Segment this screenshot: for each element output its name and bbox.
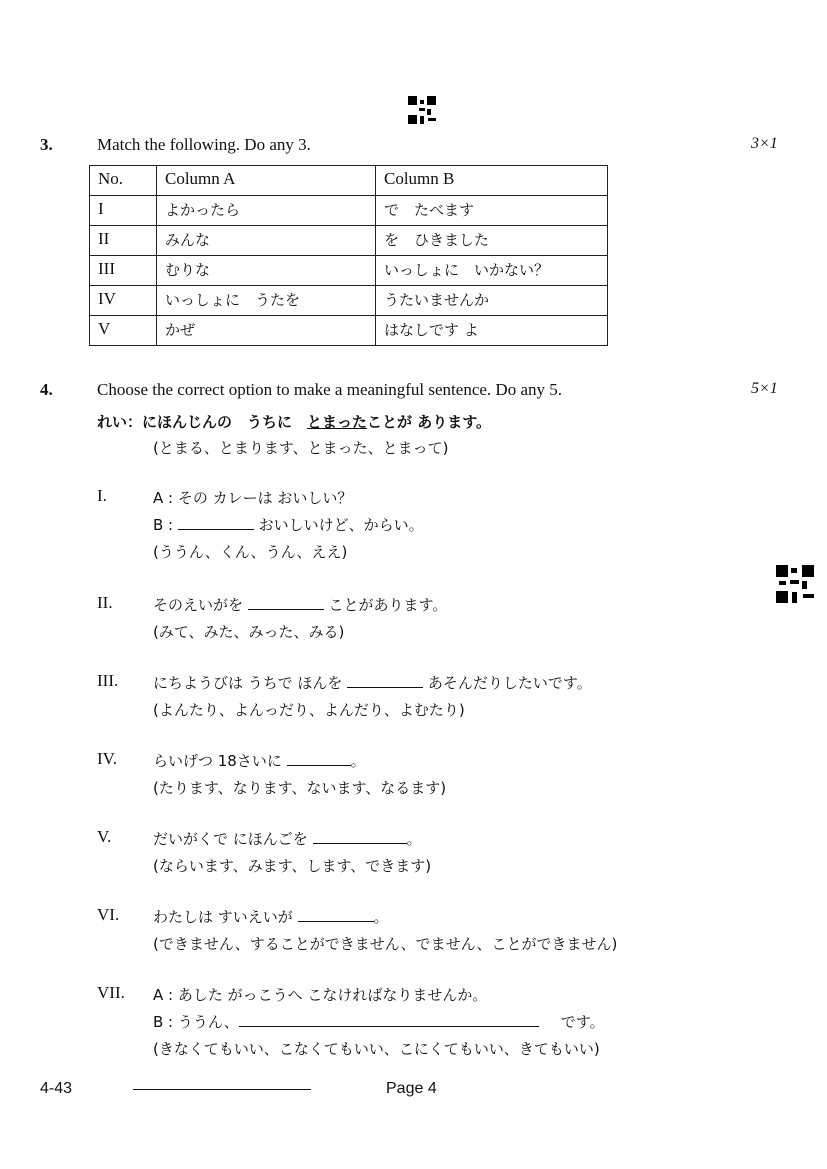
item-number: II.	[97, 593, 113, 612]
item-options: (ううん、くん、うん、ええ)	[153, 543, 348, 561]
table-cell: はなしです よ	[376, 316, 608, 346]
item-number: III.	[97, 671, 119, 690]
item-options: (よんたり、よんっだり、よんだり、よむたり)	[153, 701, 465, 719]
marks-label: 3×1	[751, 135, 778, 152]
item-number: V.	[97, 827, 112, 846]
line-prefix: そのえいがを	[153, 596, 248, 614]
example-prefix: れい：にほんじんの うちに	[97, 413, 308, 431]
table-cell: よかったら	[157, 196, 376, 226]
line-suffix: ことがあります。	[323, 596, 448, 614]
item-line: A : あした がっこうへ こなければなりませんか。	[153, 986, 488, 1004]
question-number: 4.	[40, 380, 53, 399]
example-sentence	[97, 411, 491, 432]
table-cell: むりな	[157, 256, 376, 286]
column-header: Column A	[157, 166, 376, 196]
question-text: Match the following. Do any 3.	[97, 135, 311, 154]
line-suffix: 。	[406, 830, 422, 848]
answer-blank	[298, 907, 374, 922]
item-line: A : その カレーは おいしい？	[153, 489, 353, 507]
table-cell: II	[90, 226, 157, 256]
column-header: Column B	[376, 166, 608, 196]
item-options: (たります、なります、ないます、なるます)	[153, 779, 447, 797]
table-row	[90, 316, 608, 346]
table-cell: うたいませんか	[376, 286, 608, 316]
item-line	[153, 828, 422, 849]
answer-blank	[313, 829, 407, 844]
column-header: No.	[90, 166, 157, 196]
page-number: Page 4	[386, 1080, 437, 1097]
table-row	[90, 256, 608, 286]
item-number: VII.	[97, 983, 125, 1002]
example-options: (とまる、とまります、とまった、とまって)	[153, 439, 449, 457]
table-row	[90, 196, 608, 226]
table-cell: で たべます	[376, 196, 608, 226]
table-row	[90, 226, 608, 256]
marks-label: 5×1	[751, 380, 778, 397]
answer-blank	[347, 673, 423, 688]
line-suffix: です。	[560, 1013, 605, 1031]
answer-blank	[248, 595, 324, 610]
line-prefix: だいがくで にほんごを	[153, 830, 313, 848]
item-line	[153, 672, 592, 693]
table-cell: V	[90, 316, 157, 346]
example-answer: とまった	[307, 413, 368, 431]
match-table	[89, 165, 608, 346]
qr-code-icon	[408, 96, 436, 124]
line-prefix: らいげつ 18さいに	[153, 752, 287, 770]
line-suffix: 。	[350, 752, 366, 770]
table-cell: を ひきました	[376, 226, 608, 256]
line-suffix: 。	[373, 908, 389, 926]
table-cell: I	[90, 196, 157, 226]
item-options: (ならいます、みます、します、できます)	[153, 857, 432, 875]
question-text: Choose the correct option to make a meaningful sentence. Do any 5.	[97, 380, 562, 399]
item-line	[153, 594, 447, 615]
table-cell: みんな	[157, 226, 376, 256]
item-number: I.	[97, 486, 107, 505]
table-cell: IV	[90, 286, 157, 316]
line-prefix: B :	[153, 516, 178, 534]
table-cell: III	[90, 256, 157, 286]
example-suffix: ことが あります。	[367, 413, 492, 431]
table-cell: いっしょに うたを	[157, 286, 376, 316]
answer-blank	[287, 751, 351, 766]
paper-code: 4-43	[40, 1080, 73, 1097]
item-line	[153, 514, 424, 535]
item-line	[153, 1011, 605, 1032]
question-number: 3.	[40, 135, 53, 154]
table-cell: かぜ	[157, 316, 376, 346]
table-cell: いっしょに いかない？	[376, 256, 608, 286]
item-options: (みて、みた、みった、みる)	[153, 623, 345, 641]
line-prefix: にちようびは うちで ほんを	[153, 674, 348, 692]
line-suffix: あそんだりしたいです。	[423, 674, 592, 692]
table-header-row	[90, 166, 608, 196]
item-line	[153, 750, 366, 771]
footer-divider	[133, 1089, 311, 1090]
answer-blank	[239, 1012, 539, 1027]
line-prefix: B : ううん、	[153, 1013, 239, 1031]
table-row	[90, 286, 608, 316]
qr-code-icon	[776, 565, 814, 603]
item-options: (きなくてもいい、こなくてもいい、こにくてもいい、きてもいい)	[153, 1040, 600, 1058]
item-options: (できません、することができません、でません、ことができません)	[153, 935, 618, 953]
line-suffix: おいしいけど、からい。	[253, 516, 424, 534]
item-number: IV.	[97, 749, 117, 768]
item-number: VI.	[97, 905, 120, 924]
item-line	[153, 906, 389, 927]
line-prefix: わたしは すいえいが	[153, 908, 298, 926]
answer-blank	[178, 515, 254, 530]
